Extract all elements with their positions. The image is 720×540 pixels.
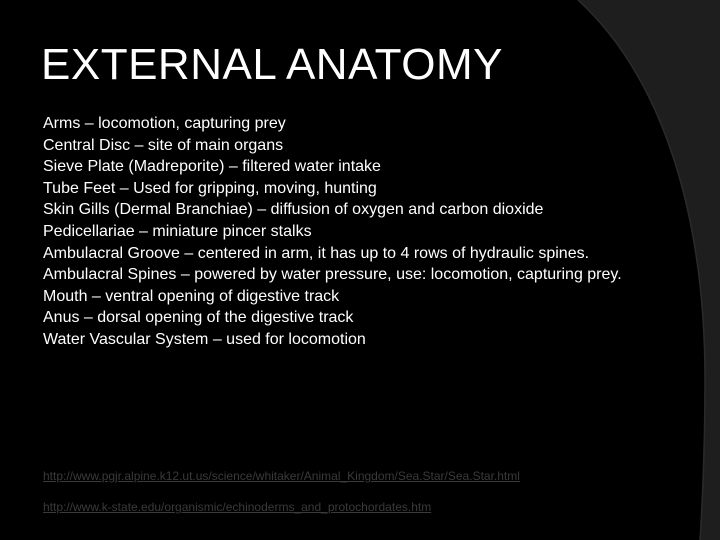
list-item: Mouth – ventral opening of digestive track [43, 287, 340, 305]
list-item: Sieve Plate (Madreporite) – filtered water intake [43, 158, 381, 176]
reference-link-echinoderms[interactable]: http://www.k-state.edu/organismic/echinoderms_and_protochordates.htm [43, 500, 432, 514]
list-item: Skin Gills (Dermal Branchiae) – diffusion of oxygen and carbon dioxide [43, 201, 544, 219]
list-item: Central Disc – site of main organs [43, 136, 284, 154]
reference-links [43, 469, 520, 514]
list-item: Tube Feet – Used for gripping, moving, hunting [43, 179, 377, 197]
list-item: Water Vascular System – used for locomotion [43, 330, 366, 348]
list-item: Arms – locomotion, capturing prey [43, 115, 286, 132]
list-item: Ambulacral Spines – powered by water pressure, use: locomotion, capturing prey. [43, 266, 622, 284]
list-item: Anus – dorsal opening of the digestive track [43, 309, 354, 327]
anatomy-list [43, 113, 622, 351]
list-item: Pedicellariae – miniature pincer stalks [43, 222, 312, 240]
slide-title: EXTERNAL ANATOMY [41, 40, 503, 89]
list-item: Ambulacral Groove – centered in arm, it has up to 4 rows of hydraulic spines. [43, 244, 590, 262]
reference-link-sea-star[interactable]: http://www.pgjr.alpine.k12.ut.us/science/whitaker/Animal_Kingdom/Sea.Star/Sea.Star.html [43, 469, 520, 483]
